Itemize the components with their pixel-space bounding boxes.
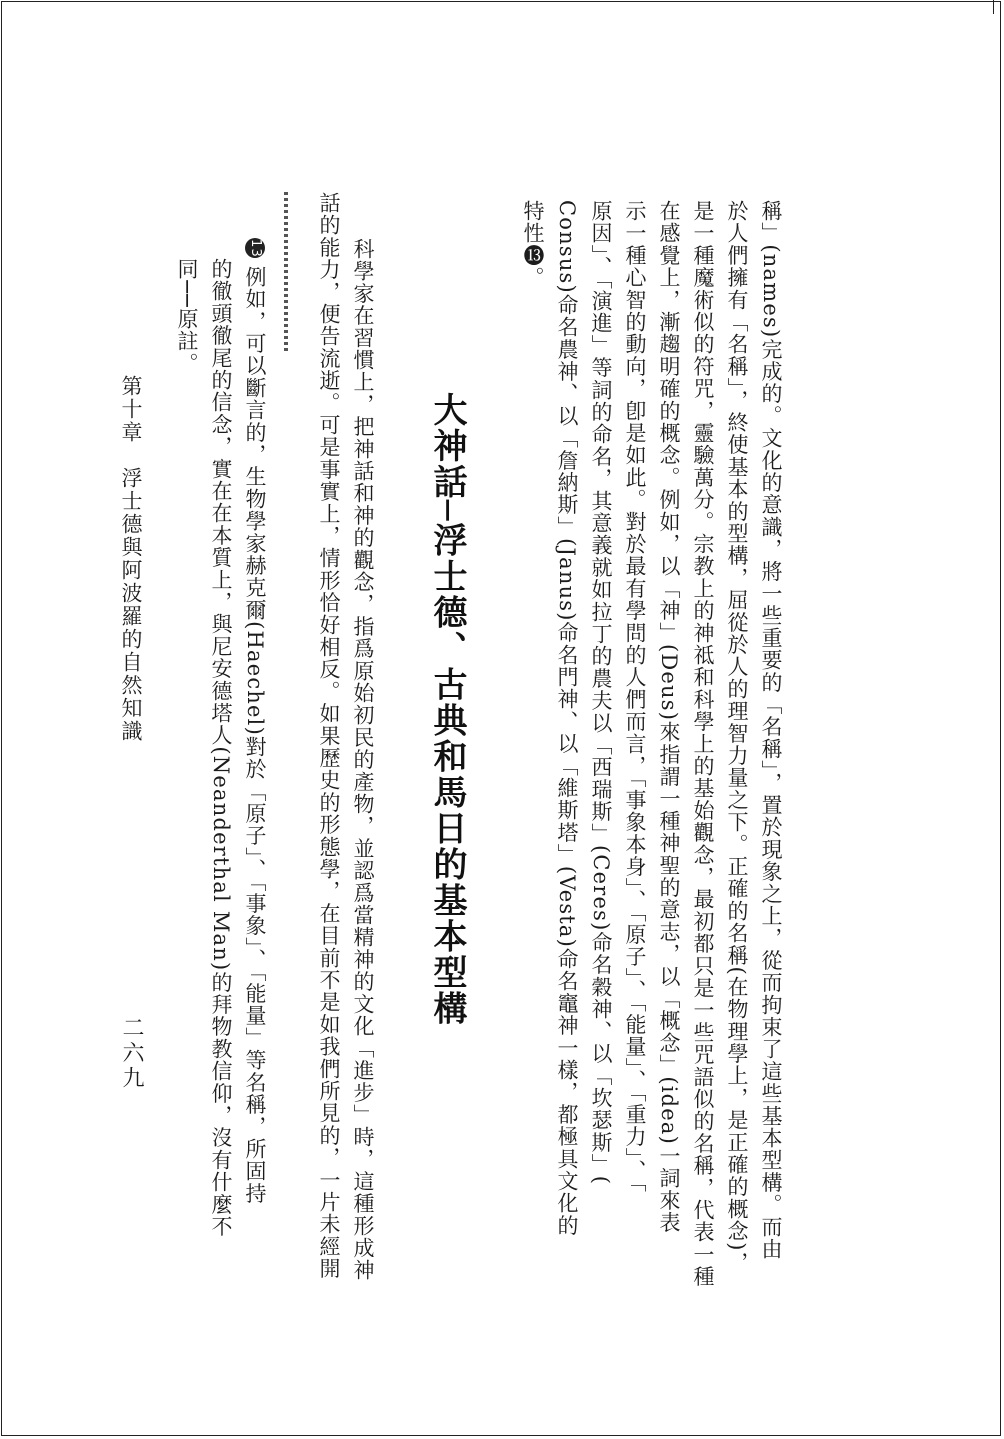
footnote-line [244, 238, 265, 1205]
page-border [1, 1, 1001, 1436]
section-heading: 大神話─浮士德、古典和馬日的基本型構 [427, 392, 467, 1027]
body-line: 話的能力，便告流逝。可是事實上，情形恰好相反。如果歷史的形態學，在目前不是如我們所見的，一片未經開 [317, 192, 341, 1280]
body-line: 原因」、「演進」等詞的命名，其意義就如拉丁的農夫以「西瑞斯」(Ceres)命名穀神、以「坎瑟斯」( [589, 200, 613, 1186]
body-line: 科學家在習慣上，把神話和神的觀念，指爲原始初民的產物，並認爲當精神的文化「進步」時，這種形成神 [351, 238, 375, 1282]
footnote-text: 例如，可以斷言的，生物學家赫克爾(Haechel)對於「原子」、「事象」、「能量」等名稱，所固持 [243, 265, 267, 1205]
body-line: 稱」(names)完成的。文化的意識，將一些重要的「名稱」，置於現象之上，從而拘束了這些基本型構。而由 [759, 200, 783, 1261]
footnote-line: 的徹頭徹尾的信念，實在在本質上，與尼安德塔人(Neanderthal Man)的拜物教信仰，沒有什麼不 [209, 258, 233, 1238]
body-line: 特性⓭。 [521, 200, 545, 289]
footnote-line: 同──原註。 [175, 258, 199, 375]
footnote-marker: 13 [245, 238, 265, 258]
body-line: 示一種心智的動向，卽是如此。對於最有學問的人們而言，「事象本身」、「原子」、「能量」、「重力」、「 [623, 200, 647, 1194]
footnote-divider [284, 192, 288, 352]
body-line: 在感覺上，漸趨明確的概念。例如，以「神」(Deus)來指謂一種神聖的意志，以「概念」(idea)一詞來表 [657, 200, 681, 1234]
body-line: Consus)命名農神、以「詹納斯」(Janus)命名門神、以「維斯塔」(Vesta)命名竈神一樣，都極具文化的 [555, 200, 579, 1237]
scan-edge-mark [993, 0, 994, 14]
running-head: 第十章 浮士德與阿波羅的自然知識 [119, 375, 143, 743]
body-line: 是一種魔術似的符咒，靈驗萬分。宗教上的神祗和科學上的基始觀念，最初都只是一些咒語似的名稱，代表一種 [691, 200, 715, 1288]
body-line: 於人們擁有「名稱」，終使基本的型構，屈從於人的理智力量之下。正確的名稱(在物理學上，是正確的概念)， [725, 200, 749, 1274]
page-number: 二六九 [119, 1016, 144, 1091]
